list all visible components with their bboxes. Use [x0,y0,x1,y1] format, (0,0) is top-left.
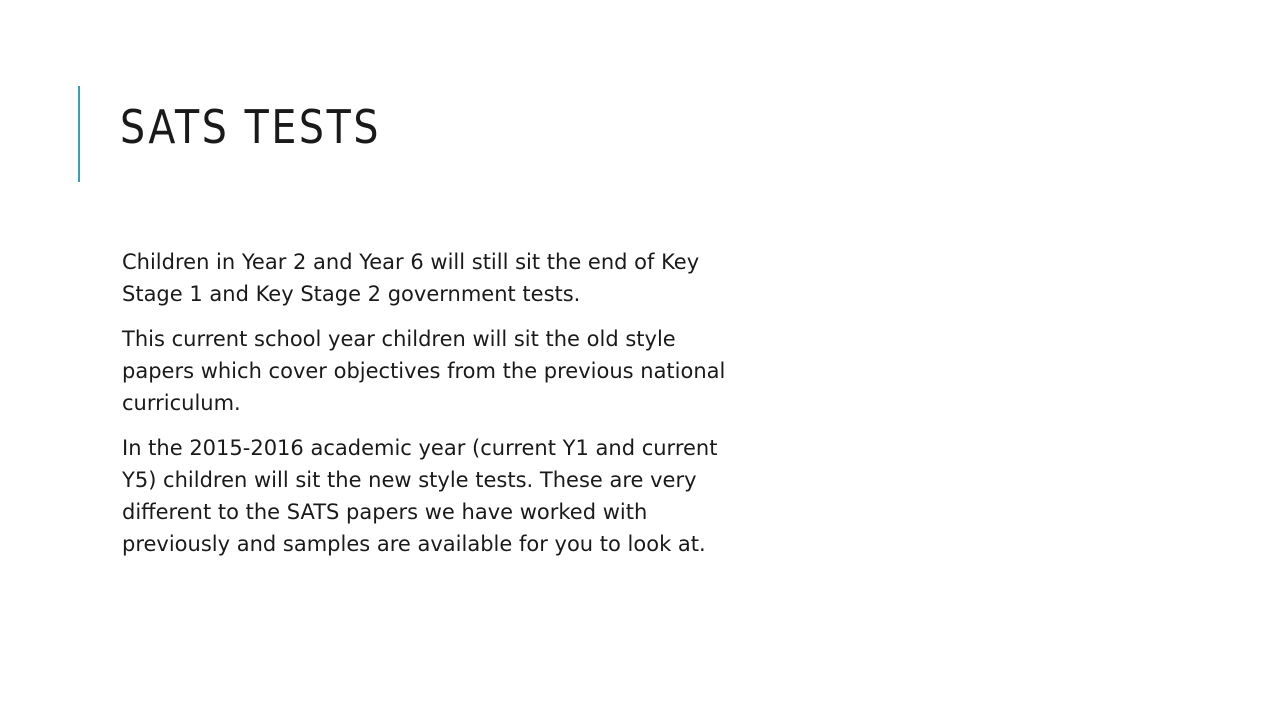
body-paragraph-1: Children in Year 2 and Year 6 will still sit the end of Key Stage 1 and Key Stage 2 government tests. [122,250,700,306]
title-accent-bar [78,86,80,182]
body-paragraph-3: In the 2015-2016 academic year (current Y1 and current Y5) children will sit the new style tests. These are very different to the SATS papers we have worked with previously and samples are available for you to look at. [122,436,718,556]
slide-title: SATS TESTS [120,100,382,154]
slide-body [122,246,732,573]
body-paragraph-2: This current school year children will sit the old style papers which cover objectives from the previous national curriculum. [122,327,726,415]
